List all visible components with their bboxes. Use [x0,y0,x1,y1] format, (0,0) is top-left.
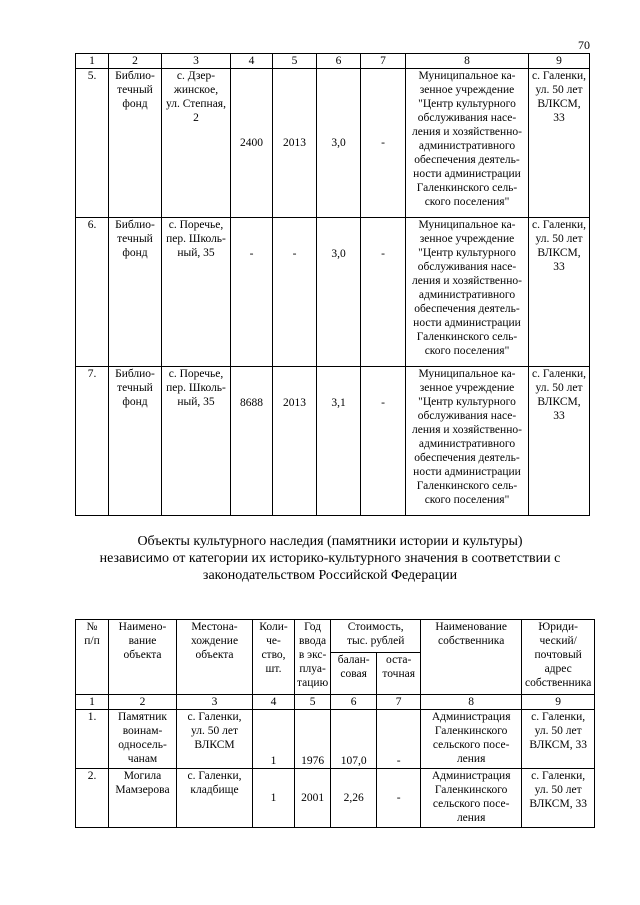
column-number-row [76,695,595,710]
object-type: Библио- течный фонд [109,218,162,367]
owner-address: с. Галенки, ул. 50 лет ВЛКСМ, 33 [522,710,595,769]
balance-cost: 3,1 [317,367,361,516]
balance-cost: 2,26 [331,769,377,828]
owner-address: с. Галенки, ул. 50 лет ВЛКСМ, 33 [529,218,590,367]
column-number-row [76,54,590,69]
col-num: 9 [522,695,595,710]
balance-cost: 3,0 [317,69,361,218]
col-num: 8 [421,695,522,710]
owner-name: Муниципальное ка- зенное учреждение "Центр культурного обслуживания насе- ления и хозяйственно- административного обеспечения деятель- ности администрации Галенкинского сель- ского поселения" [406,218,529,367]
residual-cost: - [361,69,406,218]
residual-cost: - [361,367,406,516]
object-quantity: - [231,218,273,367]
row-number: 2. [76,769,109,828]
commission-year: - [273,218,317,367]
col-num: 9 [529,54,590,69]
col-num: 5 [295,695,331,710]
object-quantity: 8688 [231,367,273,516]
col-num: 3 [177,695,253,710]
object-location: с. Галенки, кладбище [177,769,253,828]
header-location: Местона- хождение объекта [177,620,253,695]
owner-address: с. Галенки, ул. 50 лет ВЛКСМ, 33 [529,69,590,218]
col-num: 4 [253,695,295,710]
header-owner: Наименование собственника [421,620,522,695]
object-location: с. Поречье, пер. Школь- ный, 35 [162,367,231,516]
col-num: 7 [377,695,421,710]
object-quantity: 1 [253,710,295,769]
object-type: Библио- течный фонд [109,367,162,516]
owner-name: Администрация Галенкинского сельского посе- ления [421,710,522,769]
heading-line: законодательством Российской Федерации [202,568,458,583]
row-number: 1. [76,710,109,769]
commission-year: 2013 [273,367,317,516]
object-location: с. Дзер- жинское, ул. Степная, 2 [162,69,231,218]
commission-year: 2013 [273,69,317,218]
object-location: с. Галенки, ул. 50 лет ВЛКСМ [177,710,253,769]
row-number: 7. [76,367,109,516]
object-type: Библио- течный фонд [109,69,162,218]
residual-cost: - [377,769,421,828]
table-row [76,218,590,367]
cultural-heritage-table [75,619,595,828]
heading-line: независимо от категории их историко-культурного значения в соответствии с [99,551,561,566]
owner-address: с. Галенки, ул. 50 лет ВЛКСМ, 33 [529,367,590,516]
object-location: с. Поречье, пер. Школь- ный, 35 [162,218,231,367]
library-fund-table [75,53,590,516]
page-number: 70 [578,38,590,52]
header-balance: балан- совая [331,653,377,695]
col-num: 6 [331,695,377,710]
object-quantity: 1 [253,769,295,828]
header-number: № п/п [76,620,109,695]
header-name: Наимено- вание объекта [109,620,177,695]
col-num: 2 [109,695,177,710]
table-row [76,710,595,769]
commission-year: 2001 [295,769,331,828]
commission-year: 1976 [295,710,331,769]
header-year: Год ввода в экс- плуа- тацию [295,620,331,695]
owner-name: Муниципальное ка- зенное учреждение "Центр культурного обслуживания насе- ления и хозяйственно- административного обеспечения деятель- ности администрации Галенкинского сель- ского поселения" [406,367,529,516]
header-residual: оста- точная [377,653,421,695]
header-address: Юриди- ческий/ почтовый адрес собственника [522,620,595,695]
col-num: 4 [231,54,273,69]
col-num: 5 [273,54,317,69]
col-num: 1 [76,54,109,69]
col-num: 3 [162,54,231,69]
balance-cost: 107,0 [331,710,377,769]
table-row [76,769,595,828]
header-row [76,620,595,653]
table-row [76,69,590,218]
header-cost: Стоимость, тыс. рублей [331,620,421,653]
heading-line: Объекты культурного наследия (памятники истории и культуры) [137,534,523,549]
col-num: 2 [109,54,162,69]
object-quantity: 2400 [231,69,273,218]
col-num: 7 [361,54,406,69]
section-heading [70,533,590,584]
col-num: 8 [406,54,529,69]
residual-cost: - [361,218,406,367]
object-name: Памятник воинам- односель- чанам [109,710,177,769]
row-number: 6. [76,218,109,367]
object-name: Могила Мамзерова [109,769,177,828]
residual-cost: - [377,710,421,769]
owner-address: с. Галенки, ул. 50 лет ВЛКСМ, 33 [522,769,595,828]
col-num: 1 [76,695,109,710]
table-row [76,367,590,516]
owner-name: Муниципальное ка- зенное учреждение "Центр культурного обслуживания насе- ления и хозяйственно- административного обеспечения деятель- ности администрации Галенкинского сель- ского поселения" [406,69,529,218]
col-num: 6 [317,54,361,69]
header-quantity: Коли- че- ство, шт. [253,620,295,695]
row-number: 5. [76,69,109,218]
balance-cost: 3,0 [317,218,361,367]
owner-name: Администрация Галенкинского сельского посе- ления [421,769,522,828]
